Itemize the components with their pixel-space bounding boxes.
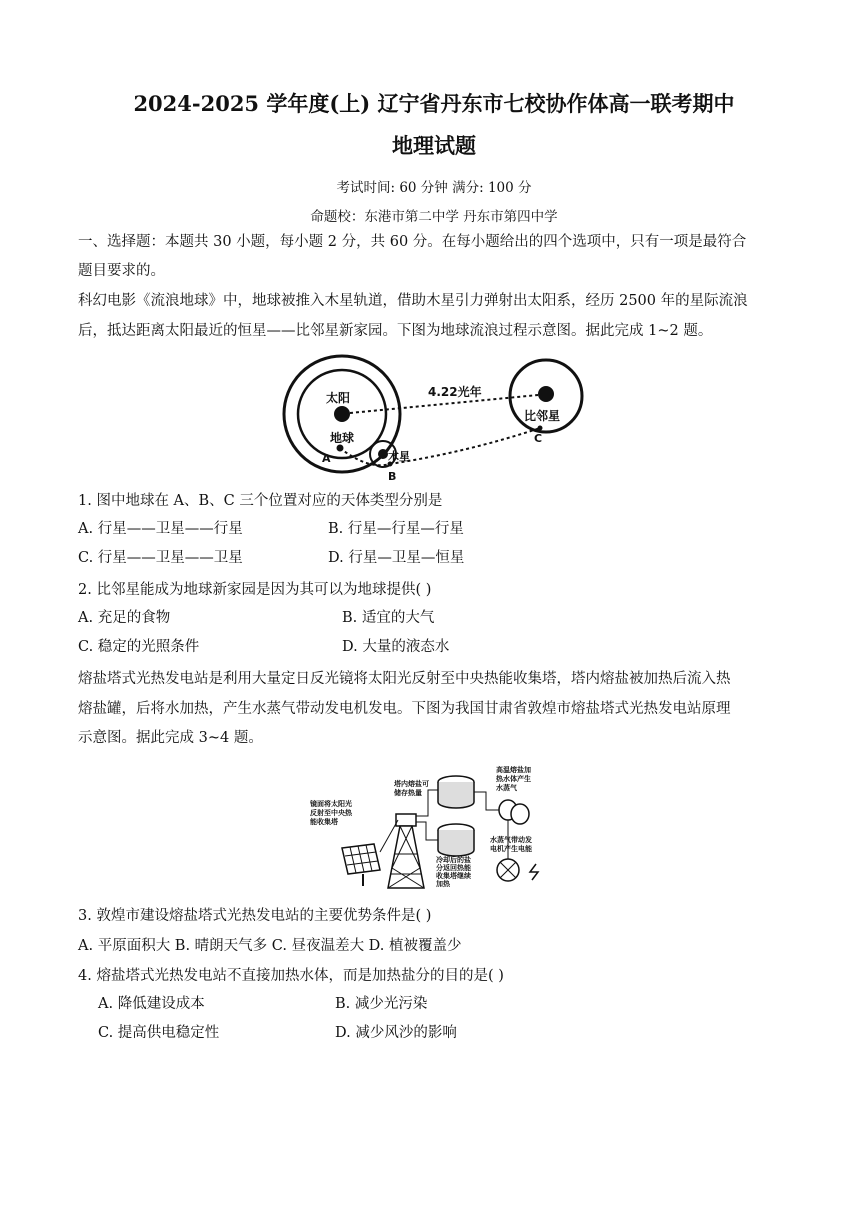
q2-option-c: C. 稳定的光照条件 <box>78 639 200 655</box>
pipe-cold-to-tower <box>416 822 438 840</box>
section-intro-line1: 一、选择题：本题共 30 小题，每小题 2 分，共 60 分。在每小题给出的四个选项中，只有一项是最符合 <box>78 234 747 250</box>
passage2-line3: 示意图。据此完成 3~4 题。 <box>78 730 263 746</box>
label-cooled-salt: 冷却后的盐 分返回热能 收集塔继续 加热 <box>436 856 471 888</box>
pipe-hot-to-steam <box>474 792 499 810</box>
q4-option-a: A. 降低建设成本 <box>98 996 205 1012</box>
label-point-b: B <box>388 470 397 483</box>
label-sun: 太阳 <box>326 391 351 405</box>
label-earth: 地球 <box>330 431 355 445</box>
passage1-line1: 科幻电影《流浪地球》中，地球被推入木星轨道，借助木星引力弹射出太阳系，经历 2500 年的星际流浪 <box>78 293 748 309</box>
hot-salt-tank-icon <box>438 776 474 808</box>
steam-generator-icon <box>499 800 529 824</box>
q2-option-b: B. 适宜的大气 <box>342 610 435 626</box>
mirror-panel-icon <box>342 844 380 886</box>
label-proxima: 比邻星 <box>524 409 561 423</box>
q3-stem: 3. 敦煌市建设熔盐塔式光热发电站的主要优势条件是( ) <box>78 908 432 924</box>
q1-option-c: C. 行星——卫星——卫星 <box>78 550 243 566</box>
label-jupiter: 木星 <box>388 450 410 463</box>
q4-option-d: D. 减少风沙的影响 <box>335 1025 457 1041</box>
proxima-body <box>538 386 554 402</box>
label-point-a: A <box>322 452 331 465</box>
q1-option-b: B. 行星—行星—行星 <box>328 521 464 537</box>
q3-options: A. 平原面积大 B. 晴朗天气多 C. 昼夜温差大 D. 植被覆盖少 <box>78 938 462 954</box>
section-intro-line2: 题目要求的。 <box>78 263 165 279</box>
label-steam: 水蒸气带动发 电机产生电能 <box>490 836 532 853</box>
jupiter-body <box>378 449 388 459</box>
exam-info: 考试时间: 60 分钟 满分: 100 分 <box>336 180 532 196</box>
figure-solar-plant <box>308 762 558 892</box>
q1-option-a: A. 行星——卫星——行星 <box>78 521 243 537</box>
label-distance: 4.22光年 <box>428 385 482 399</box>
label-hot-salt: 高温熔盐加 热水体产生 水蒸气 <box>496 766 531 792</box>
turbine-icon <box>497 859 538 881</box>
q1-option-d: D. 行星—卫星—恒星 <box>328 550 465 566</box>
label-tower-salt: 塔内熔盐可 储存热量 <box>394 780 429 797</box>
q4-option-c: C. 提高供电稳定性 <box>98 1025 220 1041</box>
q4-option-b: B. 减少光污染 <box>335 996 428 1012</box>
figure-wandering-earth <box>278 352 588 484</box>
passage1-line2: 后，抵达距离太阳最近的恒星——比邻星新家园。下图为地球流浪过程示意图。据此完成 1~2 题。 <box>78 323 713 339</box>
cold-salt-tank-icon <box>438 824 474 856</box>
label-point-c: C <box>534 432 543 445</box>
exam-title: 2024-2025 学年度(上) 辽宁省丹东市七校协作体高一联考期中 <box>133 91 735 116</box>
exam-subtitle: 地理试题 <box>392 133 476 158</box>
exam-schools: 命题校：东港市第二中学 丹东市第四中学 <box>310 209 558 225</box>
label-mirror: 镜面将太阳光 反射至中央热 能收集塔 <box>310 800 352 826</box>
sun-body <box>334 406 350 422</box>
q4-stem: 4. 熔盐塔式光热发电站不直接加热水体，而是加热盐分的目的是( ) <box>78 968 504 984</box>
point-c-marker <box>538 426 543 431</box>
q1-stem: 1. 图中地球在 A、B、C 三个位置对应的天体类型分别是 <box>78 493 443 509</box>
tower-icon <box>388 814 424 888</box>
q2-option-d: D. 大量的液态水 <box>342 639 450 655</box>
passage2-line1: 熔盐塔式光热发电站是利用大量定日反光镜将太阳光反射至中央热能收集塔，塔内熔盐被加热后流入热 <box>78 671 731 687</box>
q2-stem: 2. 比邻星能成为地球新家园是因为其可以为地球提供( ) <box>78 582 432 598</box>
passage2-line2: 熔盐罐，后将水加热，产生水蒸气带动发电机发电。下图为我国甘肃省敦煌市熔盐塔式光热发电站原理 <box>78 701 731 717</box>
q2-option-a: A. 充足的食物 <box>78 610 171 626</box>
